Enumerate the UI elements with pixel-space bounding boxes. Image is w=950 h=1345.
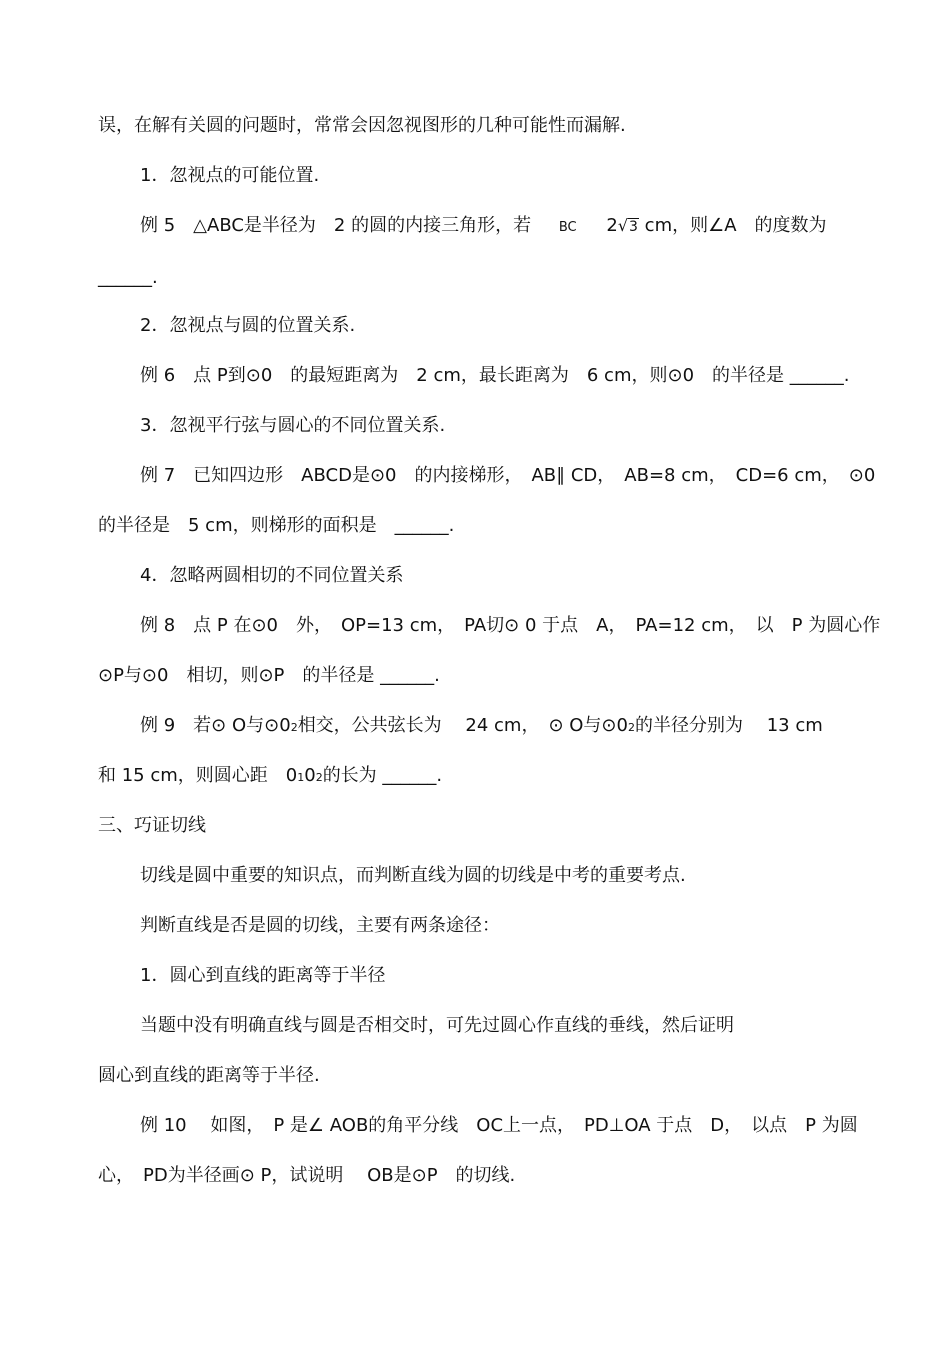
example-7-cont: 的半径是 5 cm，则梯形的面积是 ______. bbox=[98, 515, 455, 536]
coefficient: 2 bbox=[606, 215, 618, 236]
example-5-text: 例 5 △ABC是半径为 2 的圆的内接三角形，若 bbox=[140, 215, 532, 236]
answer-blank: ______. bbox=[98, 267, 158, 288]
paragraph-line: 切线是圆中重要的知识点，而判断直线为圆的切线是中考的重要考点. bbox=[140, 865, 686, 886]
segment-bc: BC bbox=[558, 220, 577, 235]
example-9 bbox=[140, 714, 823, 740]
example-9-mid: 相交，公共弦长为 24 cm， ⊙ O与⊙0 bbox=[297, 715, 628, 736]
paragraph-line: 判断直线是否是圆的切线，主要有两条途径： bbox=[140, 915, 500, 936]
section-heading: 1．忽视点的可能位置. bbox=[140, 165, 320, 186]
example-8-cont: ⊙P与⊙0 相切，则⊙P 的半径是 ______. bbox=[98, 665, 440, 686]
example-10: 例 10 如图， P 是∠ AOB的角平分线 OC上一点， PD⊥OA 于点 D， 以点 P 为圆 bbox=[140, 1115, 858, 1136]
example-9-cont bbox=[98, 764, 442, 790]
letter-o: 0 bbox=[304, 765, 316, 786]
example-10-cont: 心， PD为半径画⊙ P，试说明 OB是⊙P 的切线. bbox=[98, 1165, 516, 1186]
section-heading: 4．忽略两圆相切的不同位置关系 bbox=[140, 565, 404, 586]
paragraph-line: 当题中没有明确直线与圆是否相交时，可先过圆心作直线的垂线，然后证明 bbox=[140, 1015, 734, 1036]
example-9-text: 例 9 若⊙ O与⊙0 bbox=[140, 715, 291, 736]
example-5-tail: cm，则∠A 的度数为 bbox=[644, 215, 827, 236]
subscript: 2 bbox=[315, 771, 323, 784]
subsection-heading: 1．圆心到直线的距离等于半径 bbox=[140, 965, 386, 986]
example-9-cont-text: 和 15 cm，则圆心距 0 bbox=[98, 765, 298, 786]
section-title: 三、巧证切线 bbox=[98, 815, 206, 836]
subscript: 2 bbox=[627, 721, 635, 734]
example-9-tail: 的半径分别为 13 cm bbox=[634, 715, 823, 736]
example-6: 例 6 点 P到⊙0 的最短距离为 2 cm，最长距离为 6 cm，则⊙0 的半径是 ______. bbox=[140, 365, 850, 386]
subscript: 1 bbox=[297, 771, 305, 784]
radical-sign: √ bbox=[617, 216, 629, 235]
paragraph-line: 误，在解有关圆的问题时，常常会因忽视图形的几种可能性而漏解. bbox=[98, 115, 626, 136]
section-heading: 3．忽视平行弦与圆心的不同位置关系. bbox=[140, 415, 446, 436]
example-8: 例 8 点 P 在⊙0 外， OP=13 cm， PA切⊙ 0 于点 A， PA=12 cm， 以 P 为圆心作 bbox=[140, 615, 881, 636]
radicand: 3 bbox=[629, 219, 638, 235]
example-7: 例 7 已知四边形 ABCD是⊙0 的内接梯形， AB∥ CD， AB=8 cm， CD=6 cm， ⊙0 bbox=[140, 465, 876, 486]
sqrt-symbol bbox=[618, 214, 639, 239]
paragraph-line: 圆心到直线的距离等于半径. bbox=[98, 1065, 320, 1086]
example-5 bbox=[140, 214, 827, 240]
example-9-cont-tail: 的长为 ______. bbox=[322, 765, 443, 786]
subscript: 2 bbox=[290, 721, 298, 734]
section-heading: 2．忽视点与圆的位置关系. bbox=[140, 315, 356, 336]
